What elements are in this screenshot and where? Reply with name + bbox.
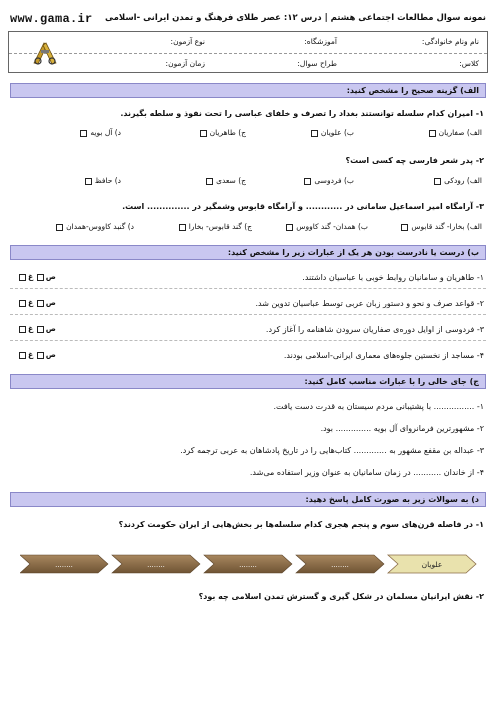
true-checkbox[interactable] [37, 352, 44, 359]
chain-arrow-1 [388, 555, 476, 573]
true-checkbox[interactable] [37, 326, 44, 333]
class-label: کلاس: [459, 59, 479, 68]
false-checkbox[interactable] [19, 352, 26, 359]
checkbox[interactable] [311, 130, 318, 137]
chain-label-5: ........ [55, 561, 73, 569]
chain-label-2: ........ [331, 561, 349, 569]
chain-arrow-2 [296, 555, 384, 573]
divider [10, 340, 486, 341]
tf-item-2: ۲- قواعد صرف و نحو و دستور زبان عربی توسط عباسیان تدوین شد. [255, 299, 484, 308]
option-a1-4[interactable]: د) آل بویه [78, 128, 121, 137]
true-checkbox[interactable] [37, 274, 44, 281]
chain-label-1: علویان [421, 560, 443, 569]
question-a2: ۲- پدر شعر فارسی چه کسی است؟ [345, 156, 484, 165]
section-c-title: ج) جای خالی را با عبارات مناسب کامل کنید: [304, 377, 479, 386]
chain-arrow-4 [112, 555, 200, 573]
name-label: نام ونام خانوادگی: [421, 37, 479, 46]
option-a1-3[interactable]: ج) طاهریان [198, 128, 246, 137]
checkbox[interactable] [429, 130, 436, 137]
option-a1-2[interactable]: ب) علویان [309, 128, 354, 137]
chain-label-3: ........ [239, 561, 257, 569]
checkbox[interactable] [286, 224, 293, 231]
checkbox[interactable] [179, 224, 186, 231]
option-a3-3[interactable]: ج) گند قابوس- بخارا [177, 222, 252, 231]
option-a2-4[interactable]: د) حافظ [83, 176, 121, 185]
false-checkbox[interactable] [19, 300, 26, 307]
divider [10, 314, 486, 315]
essay-question-1: ۱- در فاصله قرن‌های سوم و پنجم هجری کدام سلسله‌ها بر بخش‌هایی از ایران حکومت کردند؟ [118, 520, 484, 529]
tf-item-3: ۳- فردوسی از اوایل دوره‌ی صفاریان سرودن شاهنامه را آغاز کرد. [265, 325, 484, 334]
fill-item-2: ۲- مشهورترین فرمانروای آل بویه .............. بود. [320, 424, 484, 433]
section-b-title: ب) درست یا نادرست بودن هر یک از عبارات زیر را مشخص کنید: [227, 248, 479, 257]
chain-arrow-5 [20, 555, 108, 573]
header-row-2 [9, 53, 487, 74]
option-a2-3[interactable]: ج) سعدی [204, 176, 246, 185]
dynasty-chain-diagram [20, 553, 480, 575]
checkbox[interactable] [434, 178, 441, 185]
false-checkbox[interactable] [19, 274, 26, 281]
checkbox[interactable] [304, 178, 311, 185]
page-title: نمونه سوال مطالعات اجتماعی هشتم | درس ۱۲: عصر طلای فرهنگ و تمدن ایرانی -اسلامی [105, 13, 486, 23]
fill-item-1: ۱- ................ با پشتیبانی مردم سیستان به قدرت دست یافت. [273, 402, 484, 411]
chain-label-4: ........ [147, 561, 165, 569]
option-a3-1[interactable]: الف) بخارا- گند قابوس [399, 222, 482, 231]
section-a-title: الف) گزینه صحیح را مشخص کنید: [346, 86, 479, 95]
false-checkbox[interactable] [19, 326, 26, 333]
designer-label: طراح سوال: [297, 59, 337, 68]
school-label: آموزشگاه: [304, 37, 337, 46]
true-checkbox[interactable] [37, 300, 44, 307]
checkbox[interactable] [56, 224, 63, 231]
option-a1-1[interactable]: الف) صفاریان [427, 128, 482, 137]
question-a1: ۱- امیران کدام سلسله توانستند بغداد را تصرف و خلفای عباسی را تحت نفوذ و سلطه بگیرند. [120, 109, 484, 118]
checkbox[interactable] [85, 178, 92, 185]
option-a2-1[interactable]: الف) رودکی [432, 176, 482, 185]
tf-item-1: ۱- طاهریان و سامانیان روابط خوبی با عباسیان داشتند. [302, 273, 484, 282]
option-a2-2[interactable]: ب) فردوسی [302, 176, 354, 185]
essay-question-2: ۲- نقش ایرانیان مسلمان در شکل گیری و گسترش تمدن اسلامی چه بود؟ [198, 592, 484, 601]
checkbox[interactable] [401, 224, 408, 231]
checkbox[interactable] [80, 130, 87, 137]
exam-info-header [8, 31, 488, 73]
site-logo[interactable]: www.gama.ir [10, 12, 93, 26]
question-a3: ۳- آرامگاه امیر اسماعیل سامانی در ............ و آرامگاه قابوس وشمگیر در .............. است. [122, 202, 484, 211]
fill-item-4: ۴- از خاندان ........... در زمان سامانیان به عنوان وزیر استفاده می‌شد. [249, 468, 484, 477]
checkbox[interactable] [206, 178, 213, 185]
chain-arrow-3 [204, 555, 292, 573]
section-b-header [10, 245, 486, 260]
section-a-header [10, 83, 486, 98]
exam-time-label: زمان آزمون: [165, 59, 205, 68]
exam-type-label: نوع آزمون: [170, 37, 205, 46]
section-d-header [10, 492, 486, 507]
divider [10, 288, 486, 289]
tf-item-4: ۴- مساجد از نخستین جلوه‌های معماری ایرانی-اسلامی بودند. [283, 351, 484, 360]
header-row-1 [9, 32, 487, 53]
fill-item-3: ۳- عبداله بن مقفع مشهور به ............. کتاب‌هایی را در تاریخ پادشاهان به عربی ترجمه کرد. [180, 446, 484, 455]
section-c-header [10, 374, 486, 389]
section-d-title: د) به سوالات زیر به صورت کامل پاسخ دهید: [305, 495, 479, 504]
checkbox[interactable] [200, 130, 207, 137]
option-a3-4[interactable]: د) گنبد کاووس-همدان [54, 222, 134, 231]
scissors-ruler-emblem-icon [31, 40, 59, 66]
tf-choices-4[interactable]: ص غ [18, 350, 56, 359]
top-bar [10, 10, 486, 30]
tf-choices-3[interactable]: ص غ [18, 324, 56, 333]
tf-choices-1[interactable]: ص غ [18, 272, 56, 281]
option-a3-2[interactable]: ب) همدان- گند کاووس [284, 222, 368, 231]
tf-choices-2[interactable]: ص غ [18, 298, 56, 307]
